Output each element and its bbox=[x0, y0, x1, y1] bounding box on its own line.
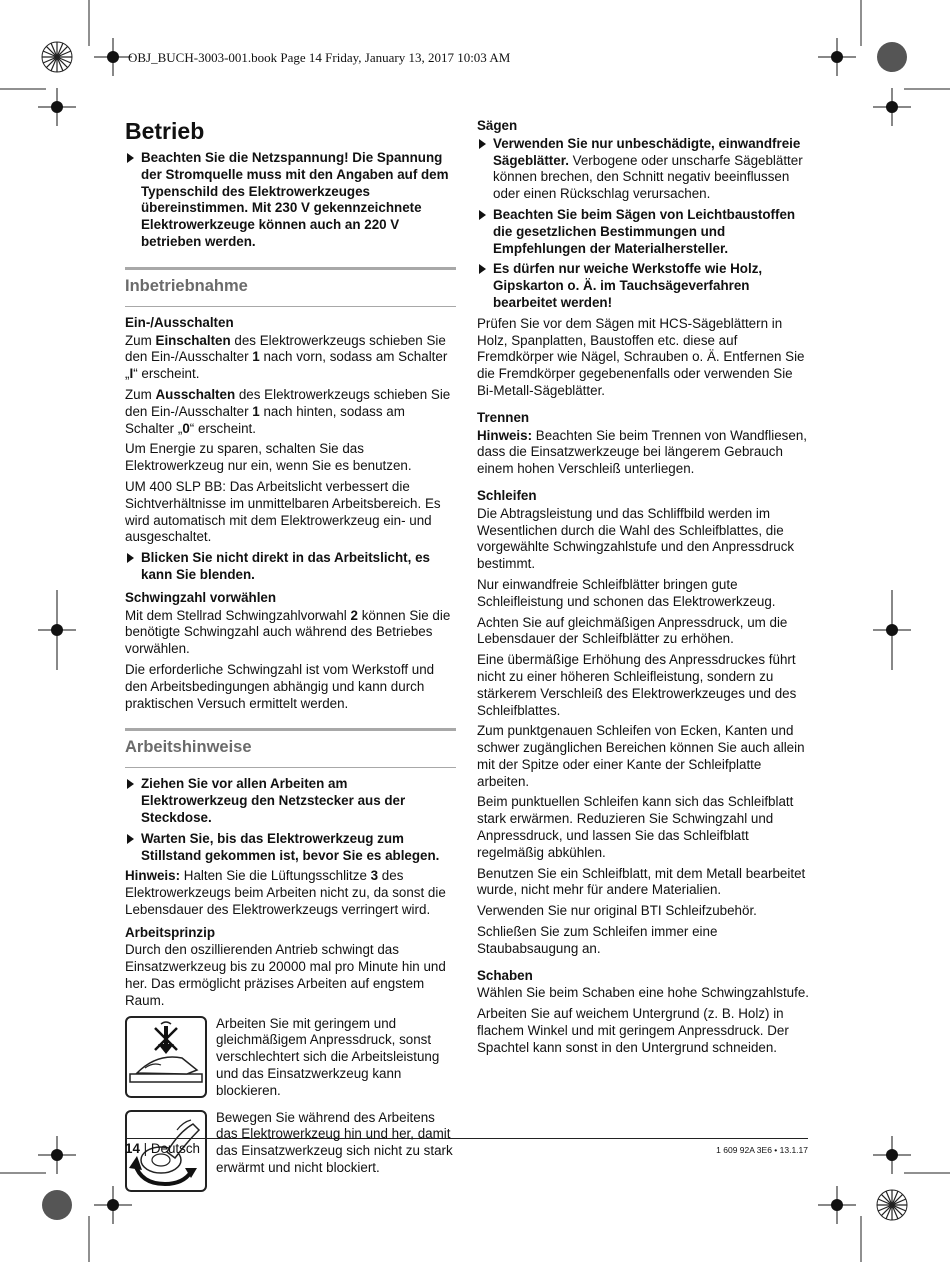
section-divider bbox=[125, 267, 456, 299]
footer-separator: | bbox=[143, 1141, 148, 1156]
paragraph: Um Energie zu sparen, schalten Sie das Elektrowerkzeug nur ein, wenn Sie es benutzen. bbox=[125, 441, 412, 474]
right-column bbox=[477, 118, 809, 1061]
print-slug: OBJ_BUCH-3003-001.book Page 14 Friday, January 13, 2017 10:03 AM bbox=[128, 50, 511, 65]
paragraph: Wählen Sie beim Schaben eine hohe Schwingzahlstufe. bbox=[477, 985, 810, 1001]
list-item: Verwenden Sie nur unbeschädigte, einwandfreie Sägeblätter. Verbogene oder unscharfe Sägeblätter können brechen, den Schnitt negativ beeinflussen oder einen Rückschlag verursachen. bbox=[477, 136, 809, 203]
list-item: Blicken Sie nicht direkt in das Arbeitslicht, es kann Sie blenden. bbox=[125, 550, 456, 584]
footer-language: Deutsch bbox=[150, 1141, 200, 1156]
paragraph: Benutzen Sie ein Schleifblatt, mit dem Metall bearbeitet wurde, nicht mehr für andere Materialien. bbox=[477, 865, 806, 898]
paragraph: Prüfen Sie vor dem Sägen mit HCS-Sägeblättern in Holz, Spanplatten, Baustoffen etc. diese auf Fremdkörper wie Nägel, Schrauben o. Ä. Entfernen Sie die Fremdkörper gegebenenfalls oder verwenden Sie Bi-Metall-Sägeblätter. bbox=[477, 315, 805, 398]
page-title: Betrieb bbox=[125, 118, 205, 144]
paragraph: Arbeiten Sie auf weichem Untergrund (z. B. Holz) in flachem Winkel und mit geringem Anpressdruck. Der Spachtel kann sonst in den Untergrund schneiden. bbox=[477, 1006, 789, 1055]
paragraph: Zum Einschalten des Elektrowerkzeugs schieben Sie den Ein-/Ausschalter 1 nach vorn, sodass am Schalter „I“ erscheint. bbox=[125, 332, 448, 382]
bullet-triangle-icon bbox=[479, 210, 486, 220]
paragraph: Eine übermäßige Erhöhung des Anpressdruckes führt nicht zu einer höheren Schleifleistung, sondern zu stärkerem Verschleiß des Elektrowerkzeuges und des Schleifblattes. bbox=[477, 652, 797, 718]
list-item: Warten Sie, bis das Elektrowerkzeug zum Stillstand gekommen ist, bevor Sie es ablegen. bbox=[125, 831, 456, 865]
subheading-schleifen: Schleifen bbox=[477, 487, 537, 503]
document-code: 1 609 92A 3E6 • 13.1.17 bbox=[716, 1145, 808, 1155]
left-column bbox=[125, 118, 456, 1192]
subheading-ein-ausschalten: Ein-/Ausschalten bbox=[125, 314, 234, 330]
bullet-triangle-icon bbox=[479, 139, 486, 149]
list-item: Beachten Sie beim Sägen von Leichtbaustoffen die gesetzlichen Bestimmungen und Empfehlungen der Materialhersteller. bbox=[477, 207, 809, 257]
subheading-saegen: Sägen bbox=[477, 118, 518, 133]
page-footer bbox=[125, 1141, 200, 1156]
paragraph: Hinweis: Beachten Sie beim Trennen von Wandfliesen, dass die Einsatzwerkzeuge bei längerem Gebrauch einem hohen Verschleiß unterliegen. bbox=[477, 427, 807, 477]
paragraph: Durch den oszillierenden Antrieb schwingt das Einsatzwerkzeug bis zu 20000 mal pro Minute hin und her. Das ermöglicht präzises Arbeiten auf engstem Raum. bbox=[125, 942, 446, 1008]
list-item: Beachten Sie die Netzspannung! Die Spannung der Stromquelle muss mit den Angaben auf dem Typenschild des Elektrowerkzeuges übereinstimmen. Mit 230 V gekennzeichnete Elektrowerkzeuge können auch an 220 V betrieben werden. bbox=[125, 150, 456, 251]
paragraph: Verwenden Sie nur original BTI Schleifzubehör. bbox=[477, 903, 757, 919]
list-item: Ziehen Sie vor allen Arbeiten am Elektrowerkzeug den Netzstecker aus der Steckdose. bbox=[125, 776, 456, 826]
bullet-triangle-icon bbox=[479, 264, 486, 274]
paragraph: Beim punktuellen Schleifen kann sich das Schleifblatt stark erwärmen. Reduzieren Sie Schwingzahl und Anpressdruck, und lassen Sie das Schleifblatt regelmäßig abkühlen. bbox=[477, 794, 794, 860]
bullet-triangle-icon bbox=[127, 834, 134, 844]
bullet-triangle-icon bbox=[127, 553, 134, 563]
paragraph: Achten Sie auf gleichmäßigen Anpressdruck, um die Lebensdauer der Schleifblätter zu erhöhen. bbox=[477, 614, 788, 647]
section-divider bbox=[125, 728, 456, 760]
paragraph: Mit dem Stellrad Schwingzahlvorwahl 2 können Sie die benötigte Schwingzahl auch während des Betriebes vorwählen. bbox=[125, 607, 451, 657]
paragraph: UM 400 SLP BB: Das Arbeitslicht verbessert die Sichtverhältnisse im unmittelbaren Arbeitsbereich. Es wird automatisch mit dem Elektrowerkzeug ein- und ausgeschaltet. bbox=[125, 478, 441, 545]
figure-caption: Bewegen Sie während des Arbeitens das Elektrowerkzeug hin und her, damit das Einsatzwerkzeug sich nicht zu stark erwärmt und nicht blockiert. bbox=[216, 1109, 453, 1176]
paragraph: Zum punktgenauen Schleifen von Ecken, Kanten und schwer zugänglichen Bereichen können Sie auch allein mit der Spitze oder einer Kante der Schleifplatte arbeiten. bbox=[477, 723, 805, 789]
figure-row bbox=[125, 1016, 456, 1104]
hand-pressure-icon bbox=[127, 1018, 205, 1096]
subheading-trennen: Trennen bbox=[477, 409, 530, 425]
subheading-schaben: Schaben bbox=[477, 967, 533, 983]
subheading-arbeitsprinzip: Arbeitsprinzip bbox=[125, 924, 216, 940]
figure-caption: Arbeiten Sie mit geringem und gleichmäßigem Anpressdruck, sonst verschlechtert sich die Arbeitsleistung und das Einsatzwerkzeug kann blockieren. bbox=[216, 1015, 440, 1098]
paragraph: Nur einwandfreie Schleifblätter bringen gute Schleifleistung und schonen das Elektrowerkzeug. bbox=[477, 576, 776, 609]
paragraph: Hinweis: Halten Sie die Lüftungsschlitze 3 des Elektrowerkzeugs beim Arbeiten nicht zu, da sonst die Lebensdauer des Elektrowerkzeugs verringert wird. bbox=[125, 868, 446, 917]
bullet-triangle-icon bbox=[127, 153, 134, 163]
subheading-schwingzahl: Schwingzahl vorwählen bbox=[125, 589, 277, 605]
section-heading-inbetriebnahme: Inbetriebnahme bbox=[125, 276, 248, 295]
footer-divider bbox=[125, 1138, 808, 1139]
paragraph: Schließen Sie zum Schleifen immer eine Staubabsaugung an. bbox=[477, 924, 718, 956]
paragraph: Zum Ausschalten des Elektrowerkzeugs schieben Sie den Ein-/Ausschalter 1 nach hinten, sodass am Schalter „0“ erscheint. bbox=[125, 386, 451, 436]
page-number: 14 bbox=[125, 1141, 140, 1156]
bullet-triangle-icon bbox=[127, 779, 134, 789]
section-heading-arbeitshinweise: Arbeitshinweise bbox=[125, 738, 252, 757]
paragraph: Die Abtragsleistung und das Schliffbild werden im Wesentlichen durch die Wahl des Schleifblattes, die vorgewählte Schwingzahlstufe und den Anpressdruck bestimmt. bbox=[477, 505, 795, 572]
list-item: Es dürfen nur weiche Werkstoffe wie Holz, Gipskarton o. Ä. im Tauchsägeverfahren bearbeitet werden! bbox=[477, 261, 809, 311]
paragraph: Die erforderliche Schwingzahl ist vom Werkstoff und den Arbeitsbedingungen abhängig und kann durch praktischen Versuch ermittelt werden. bbox=[125, 661, 435, 711]
no-pressure-illustration bbox=[125, 1016, 207, 1098]
